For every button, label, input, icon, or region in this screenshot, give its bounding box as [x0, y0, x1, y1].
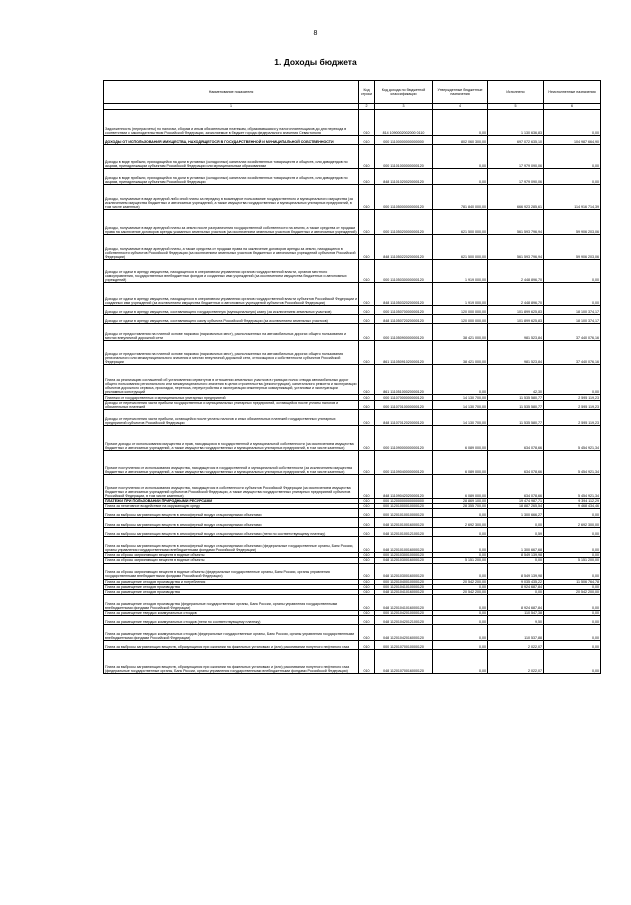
header-approved: Утвержденные бюджетные назначения	[433, 81, 488, 104]
row-line-code-cell: 010	[359, 579, 375, 584]
row-name-cell: ПЛАТЕЖИ ПРИ ПОЛЬЗОВАНИИ ПРИРОДНЫМИ РЕСУРСАМИ	[104, 499, 359, 504]
table-row	[104, 110, 601, 136]
row-line-code-cell: 010	[359, 528, 375, 537]
header-indicator-name: Наименование показателя	[104, 81, 359, 104]
row-executed-cell: 2 022,07	[488, 640, 544, 649]
row-approved-cell: 621 500 000,00	[433, 235, 488, 260]
row-name-cell: Прочие поступления от использования имущества, находящегося в государственной и муниципальной собственности (за исключением имущества бюджетных и автономных учреждений, а также имущества государственных и муниципальных унитарных предприятий, в том числе казенных)	[104, 451, 359, 475]
row-approved-cell: 28 869 100,00	[433, 499, 488, 504]
table-row	[104, 410, 601, 426]
row-unexecuted-cell: 0,00	[544, 283, 601, 306]
page-title: 1. Доходы бюджета	[274, 57, 357, 67]
table-row	[104, 649, 601, 673]
row-approved-cell: 0,00	[433, 624, 488, 640]
row-income-code-cell: 861 11105091020000120	[375, 341, 433, 365]
row-executed-cell: 8 549 139,98	[488, 553, 544, 558]
table-row	[104, 640, 601, 649]
row-approved-cell: 0,00	[433, 537, 488, 553]
table-row	[104, 185, 601, 210]
table-row	[104, 451, 601, 475]
row-approved-cell: 1 919 000,00	[433, 283, 488, 306]
row-unexecuted-cell: 11 506 764,78	[544, 579, 601, 584]
row-income-code-cell: 848 11107012020000120	[375, 410, 433, 426]
header-executed: Исполнено	[488, 81, 544, 104]
row-name-cell: Плата за размещение твердых коммунальных отходов	[104, 610, 359, 615]
row-line-code-cell: 010	[359, 283, 375, 306]
row-approved-cell: 0,00	[433, 584, 488, 589]
row-income-code-cell: 000 11201000010000120	[375, 504, 433, 509]
table-row	[104, 518, 601, 528]
row-executed-cell: 0,00	[488, 589, 544, 594]
row-income-code-cell: 000 11109000000000120	[375, 426, 433, 451]
row-unexecuted-cell: 20 542 200,00	[544, 589, 601, 594]
row-name-cell: Плата за размещение отходов производства	[104, 584, 359, 589]
row-executed-cell: 634 078,66	[488, 475, 544, 499]
row-approved-cell: 14 130 700,00	[433, 410, 488, 426]
row-unexecuted-cell: 5 454 921,34	[544, 426, 601, 451]
row-unexecuted-cell: 104 987 664,90	[544, 136, 601, 145]
row-name-cell: Доходы в виде прибыли, приходящейся на доли в уставных (складочных) капиталах хозяйственных товариществ и обществ, или дивидендов по акциям, принадлежащим субъектам Российской Федерации или муниципальным образованиям	[104, 145, 359, 169]
row-approved-cell: 0,00	[433, 528, 488, 537]
row-unexecuted-cell: 0,00	[544, 365, 601, 395]
row-income-code-cell: 000 11101000000000120	[375, 145, 433, 169]
table-row	[104, 365, 601, 395]
row-unexecuted-cell: 59 906 203,06	[544, 210, 601, 235]
row-income-code-cell: 048 11201070016000120	[375, 649, 433, 673]
row-executed-cell: 561 593 796,94	[488, 235, 544, 260]
row-income-code-cell: 000 11201010010000120	[375, 509, 433, 518]
row-approved-cell: 0,00	[433, 640, 488, 649]
table-row	[104, 283, 601, 306]
row-name-cell: Плата за размещение твердых коммунальных отходов (пени по соответствующему платежу)	[104, 615, 359, 624]
row-unexecuted-cell: 2 595 119,23	[544, 395, 601, 401]
row-unexecuted-cell: 0,00	[544, 624, 601, 640]
row-income-code-cell: 048 11201041016000120	[375, 589, 433, 594]
row-executed-cell: 9 035 435,22	[488, 579, 544, 584]
row-executed-cell: 110 547,38	[488, 610, 544, 615]
row-line-code-cell: 010	[359, 499, 375, 504]
row-executed-cell: 11 535 580,77	[488, 395, 544, 401]
row-executed-cell: 1 130 636,83	[488, 110, 544, 136]
table-row	[104, 475, 601, 499]
row-line-code-cell: 010	[359, 615, 375, 624]
row-line-code-cell: 010	[359, 365, 375, 395]
row-line-code-cell: 010	[359, 624, 375, 640]
row-unexecuted-cell: 18 100 374,17	[544, 306, 601, 315]
row-line-code-cell: 010	[359, 504, 375, 509]
row-unexecuted-cell: 37 440 076,16	[544, 324, 601, 341]
row-approved-cell: 781 840 000,00	[433, 185, 488, 210]
row-approved-cell: 20 542 200,00	[433, 589, 488, 594]
row-approved-cell: 38 421 000,00	[433, 341, 488, 365]
table-row	[104, 401, 601, 410]
table-row	[104, 136, 601, 145]
row-income-code-cell: 048 11201010016000120	[375, 518, 433, 528]
row-approved-cell: 6 089 000,00	[433, 426, 488, 451]
row-name-cell: Плата за сбросы загрязняющих веществ в водные объекты (федеральные государственные органы, Банк России, органы управления государственными внебюджетными фондами Российской Федерации)	[104, 563, 359, 579]
row-line-code-cell: 010	[359, 306, 375, 315]
row-approved-cell: 28 355 700,00	[433, 504, 488, 509]
row-line-code-cell: 010	[359, 145, 375, 169]
row-approved-cell: 0,00	[433, 649, 488, 673]
row-executed-cell: 8 549 139,98	[488, 563, 544, 579]
row-approved-cell: 0,00	[433, 563, 488, 579]
row-name-cell: Плата за реализацию соглашений об установлении сервитутов в отношении земельных участков в границах полос отвода автомобильных дорог общего пользования регионального или межмуниципального значения в целях строительства (реконструкции), капитального ремонта и эксплуатации объектов дорожного сервиса, прокладки, переноса, переустройства и эксплуатации инженерных коммуникаций, установки и эксплуатации рекламных конструкций	[104, 365, 359, 395]
table-row	[104, 426, 601, 451]
row-income-code-cell: 000 11105070000000120	[375, 306, 433, 315]
table-row	[104, 537, 601, 553]
row-income-code-cell: 000 11201030010000120	[375, 553, 433, 558]
row-line-code-cell: 010	[359, 426, 375, 451]
row-line-code-cell: 010	[359, 610, 375, 615]
row-line-code-cell: 010	[359, 324, 375, 341]
row-line-code-cell: 010	[359, 341, 375, 365]
row-income-code-cell: 000 11107010000000120	[375, 401, 433, 410]
column-number: 2	[359, 104, 375, 110]
row-line-code-cell: 010	[359, 649, 375, 673]
row-executed-cell: 9,50	[488, 615, 544, 624]
column-number: 4	[433, 104, 488, 110]
row-executed-cell: 0,00	[488, 558, 544, 563]
row-approved-cell: 0,00	[433, 169, 488, 185]
row-name-cell: Доходы от перечисления части прибыли государственных и муниципальных унитарных предприятий, остающейся после уплаты налогов и обязательных платежей	[104, 401, 359, 410]
row-line-code-cell: 010	[359, 640, 375, 649]
row-approved-cell: 5 151 200,00	[433, 558, 488, 563]
row-executed-cell: 11 535 580,77	[488, 401, 544, 410]
row-executed-cell: 561 593 796,94	[488, 210, 544, 235]
row-executed-cell: 2 448 896,70	[488, 283, 544, 306]
row-line-code-cell: 010	[359, 136, 375, 145]
row-income-code-cell: 048 11201030016000120	[375, 558, 433, 563]
row-approved-cell: 120 000 000,00	[433, 315, 488, 324]
row-executed-cell: 17 979 090,06	[488, 145, 544, 169]
row-executed-cell: 110 537,88	[488, 624, 544, 640]
table-header-row	[104, 81, 601, 104]
row-name-cell: Плата за выбросы загрязняющих веществ, образующихся при сжигании на факельных установках и (или) рассеивании попутного нефтяного газа (федеральные государственные органы, Банк России, органы управления государственными внебюджетными фондами Российской Федерации)	[104, 649, 359, 673]
row-name-cell: Плата за размещение отходов производства	[104, 589, 359, 594]
row-name-cell: Задолженность (перерасчеты) по налогам, сборам и иным обязательным платежам, образовавшаяся у налогоплательщиков до дня перехода в соответствии с законодательством Российской Федерации, зачисляемые в бюджет города федерального значения Севастополя	[104, 110, 359, 136]
table-row	[104, 145, 601, 169]
row-name-cell: ДОХОДЫ ОТ ИСПОЛЬЗОВАНИЯ ИМУЩЕСТВА, НАХОДЯЩЕГОСЯ В ГОСУДАРСТВЕННОЙ И МУНИЦИПАЛЬНОЙ СОБСТВЕННОСТИ	[104, 136, 359, 145]
row-line-code-cell: 010	[359, 558, 375, 563]
row-income-code-cell: 048 11201030016000120	[375, 563, 433, 579]
row-income-code-cell: 000 11105030000000120	[375, 260, 433, 283]
row-executed-cell: 101 899 625,83	[488, 306, 544, 315]
row-name-cell: Доходы, получаемые в виде арендной либо иной платы за передачу в возмездное пользование государственного и муниципального имущества (за исключением имущества бюджетных и автономных учреждений, а также имущества государственных и муниципальных унитарных предприятий, в том числе казенных)	[104, 185, 359, 210]
row-approved-cell: 0,00	[433, 610, 488, 615]
row-approved-cell: 120 000 000,00	[433, 306, 488, 315]
column-number: 3	[375, 104, 433, 110]
row-name-cell: Плата за негативное воздействие на окружающую среду	[104, 504, 359, 509]
row-line-code-cell: 010	[359, 594, 375, 610]
row-line-code-cell: 010	[359, 475, 375, 499]
row-name-cell: Платежи от государственных и муниципальных унитарных предприятий	[104, 395, 359, 401]
row-unexecuted-cell: 18 100 374,17	[544, 315, 601, 324]
row-line-code-cell: 010	[359, 584, 375, 589]
table-row	[104, 563, 601, 579]
row-line-code-cell: 010	[359, 401, 375, 410]
row-name-cell: Доходы от предоставления на платной основе парковок (парковочных мест), расположенных на автомобильных дорогах общего пользования регионального или межмуниципального значения и местах внеуличной дорожной сети, относящихся к собственности субъектов Российской Федерации	[104, 341, 359, 365]
row-income-code-cell: 048 11201010016000120	[375, 537, 433, 553]
row-approved-cell: 38 421 000,00	[433, 324, 488, 341]
row-income-code-cell: 000 11201040010000120	[375, 579, 433, 584]
row-name-cell: Плата за выбросы загрязняющих веществ в атмосферный воздух стационарными объектами	[104, 518, 359, 528]
row-unexecuted-cell: 2 595 119,23	[544, 410, 601, 426]
row-name-cell: Плата за сбросы загрязняющих веществ в водные объекты	[104, 553, 359, 558]
row-line-code-cell: 010	[359, 169, 375, 185]
row-executed-cell: 697 072 635,10	[488, 136, 544, 145]
row-unexecuted-cell: 0,00	[544, 610, 601, 615]
row-line-code-cell: 010	[359, 410, 375, 426]
row-name-cell: Доходы от предоставления на платной основе парковок (парковочных мест), расположенных на автомобильных дорогах общего пользования и местах внеуличной дорожной сети	[104, 324, 359, 341]
row-name-cell: Плата за сбросы загрязняющих веществ в водные объекты	[104, 558, 359, 563]
row-name-cell: Доходы от сдачи в аренду имущества, находящегося в оперативном управлении органов государственной власти, органов местного самоуправления, государственных внебюджетных фондов и созданных ими учреждений (за исключением имущества бюджетных и автономных учреждений)	[104, 260, 359, 283]
table-row	[104, 615, 601, 624]
table-row	[104, 235, 601, 260]
row-approved-cell: 2 692 300,00	[433, 518, 488, 528]
row-unexecuted-cell: 0,00	[544, 594, 601, 610]
row-income-code-cell: 048 11201041016000120	[375, 594, 433, 610]
row-approved-cell: 0,00	[433, 615, 488, 624]
row-income-code-cell: 848 11105022020000120	[375, 235, 433, 260]
row-line-code-cell: 010	[359, 395, 375, 401]
row-line-code-cell: 010	[359, 563, 375, 579]
row-income-code-cell: 000 11107000000000120	[375, 395, 433, 401]
row-unexecuted-cell: 0,00	[544, 640, 601, 649]
row-unexecuted-cell: 0,00	[544, 563, 601, 579]
row-unexecuted-cell: 0,00	[544, 584, 601, 589]
row-unexecuted-cell: 0,00	[544, 528, 601, 537]
row-approved-cell: 14 130 700,00	[433, 401, 488, 410]
row-name-cell: Плата за размещение отходов производства (федеральные государственные органы, Банк России, органы управления государственными внебюджетными фондами Российской Федерации)	[104, 594, 359, 610]
table-row	[104, 341, 601, 365]
row-executed-cell: 981 523,84	[488, 324, 544, 341]
row-approved-cell: 6 089 000,00	[433, 475, 488, 499]
header-income-code: Код дохода по бюджетной классификации	[375, 81, 433, 104]
row-approved-cell: 0,00	[433, 594, 488, 610]
row-approved-cell: 0,00	[433, 145, 488, 169]
row-name-cell: Доходы, получаемые в виде арендной платы за земли после разграничения государственной собственности на землю, а также средства от продажи права на заключение договоров аренды указанных земельных участков (за исключением земельных участков бюджетных и автономных учреждений)	[104, 210, 359, 235]
row-income-code-cell: 000 11201070010000120	[375, 640, 433, 649]
row-line-code-cell: 010	[359, 451, 375, 475]
table-row	[104, 169, 601, 185]
row-executed-cell: 19 474 987,71	[488, 499, 544, 504]
row-executed-cell: 634 078,66	[488, 451, 544, 475]
row-name-cell: Плата за размещение отходов производства и потребления	[104, 579, 359, 584]
row-income-code-cell: 000 11105000000000120	[375, 185, 433, 210]
row-income-code-cell: 848 11105072020000120	[375, 315, 433, 324]
row-executed-cell: 1 300 667,68	[488, 537, 544, 553]
row-line-code-cell: 010	[359, 260, 375, 283]
row-income-code-cell: 848 11109042020000120	[375, 475, 433, 499]
row-approved-cell: 0,00	[433, 365, 488, 395]
row-unexecuted-cell: 5 454 921,34	[544, 451, 601, 475]
row-unexecuted-cell: 0,00	[544, 260, 601, 283]
row-income-code-cell: 000 11201041010000120	[375, 584, 433, 589]
row-income-code-cell: 861 11105100020000120	[375, 365, 433, 395]
row-unexecuted-cell: 114 916 714,39	[544, 185, 601, 210]
row-line-code-cell: 010	[359, 518, 375, 528]
row-line-code-cell: 010	[359, 315, 375, 324]
row-executed-cell: 981 523,84	[488, 341, 544, 365]
row-income-code-cell: 048 11201042012100120	[375, 615, 433, 624]
row-unexecuted-cell: 5 151 200,00	[544, 558, 601, 563]
row-unexecuted-cell: 37 440 076,16	[544, 341, 601, 365]
row-name-cell: Доходы в виде прибыли, приходящейся на доли в уставных (складочных) капиталах хозяйственных товариществ и обществ, или дивидендов по акциям, принадлежащим субъектам Российской Федерации	[104, 169, 359, 185]
header-line-code: Код строки	[359, 81, 375, 104]
row-executed-cell: 18 887 265,54	[488, 504, 544, 509]
row-income-code-cell: 000 11105020000000120	[375, 210, 433, 235]
page-number: 8	[313, 30, 318, 37]
row-executed-cell: 8 924 687,84	[488, 594, 544, 610]
row-executed-cell: 2 022,07	[488, 649, 544, 673]
row-line-code-cell: 010	[359, 185, 375, 210]
row-income-code-cell: 048 11201042016000120	[375, 624, 433, 640]
row-income-code-cell: 048 11201010012100120	[375, 528, 433, 537]
row-line-code-cell: 010	[359, 553, 375, 558]
header-unexecuted: Неисполненные назначения	[544, 81, 601, 104]
row-executed-cell: 8 924 687,84	[488, 584, 544, 589]
table-row	[104, 624, 601, 640]
row-line-code-cell: 010	[359, 509, 375, 518]
row-name-cell: Плата за выбросы загрязняющих веществ в атмосферный воздух стационарными объектами	[104, 509, 359, 518]
row-unexecuted-cell: 0,00	[544, 145, 601, 169]
row-unexecuted-cell: 0,00	[544, 509, 601, 518]
row-unexecuted-cell: 0,00	[544, 537, 601, 553]
row-unexecuted-cell: 0,00	[544, 553, 601, 558]
table-row	[104, 528, 601, 537]
row-executed-cell: 666 923 285,61	[488, 185, 544, 210]
row-name-cell: Доходы от сдачи в аренду имущества, находящегося в оперативном управлении органов государственной власти субъектов Российской Федерации и созданных ими учреждений (за исключением имущества бюджетных и автономных учреждений субъектов Российской Федерации)	[104, 283, 359, 306]
row-executed-cell: 42,30	[488, 365, 544, 395]
row-unexecuted-cell: 0,00	[544, 110, 601, 136]
row-income-code-cell: 848 11105032020000120	[375, 283, 433, 306]
row-name-cell: Плата за выбросы загрязняющих веществ в атмосферный воздух стационарными объектами (федеральные государственные органы, Банк России, органы управления государственными внебюджетными фондами Российской Федерации)	[104, 537, 359, 553]
row-unexecuted-cell: 5 454 921,34	[544, 475, 601, 499]
row-unexecuted-cell: 0,00	[544, 615, 601, 624]
row-executed-cell: 2 448 896,70	[488, 260, 544, 283]
row-income-code-cell: 000 11105090000000120	[375, 324, 433, 341]
column-number: 1	[104, 104, 359, 110]
row-unexecuted-cell: 2 595 119,23	[544, 401, 601, 410]
row-executed-cell: 0,00	[488, 518, 544, 528]
column-number: 6	[544, 104, 601, 110]
row-line-code-cell: 010	[359, 235, 375, 260]
row-approved-cell: 14 130 700,00	[433, 395, 488, 401]
row-income-code-cell: 814 1090002002000 0110	[375, 110, 433, 136]
row-approved-cell: 0,00	[433, 509, 488, 518]
table-row	[104, 306, 601, 315]
row-approved-cell: 6 089 000,00	[433, 451, 488, 475]
row-approved-cell: 621 500 000,00	[433, 210, 488, 235]
row-income-code-cell: 848 11101020020000120	[375, 169, 433, 185]
row-name-cell: Плата за выбросы загрязняющих веществ, образующихся при сжигании на факельных установках и (или) рассеивании попутного нефтяного газа	[104, 640, 359, 649]
row-line-code-cell: 010	[359, 110, 375, 136]
table-row	[104, 210, 601, 235]
row-name-cell: Прочие доходы от использования имущества и прав, находящихся в государственной и муниципальной собственности (за исключением имущества бюджетных и автономных учреждений, а также имущества государственных и муниципальных унитарных предприятий, в том числе казенных)	[104, 426, 359, 451]
row-line-code-cell: 010	[359, 537, 375, 553]
row-name-cell: Доходы от перечисления части прибыли, остающейся после уплаты налогов и иных обязательных платежей государственных унитарных предприятий субъектов Российской Федерации	[104, 410, 359, 426]
table-row	[104, 260, 601, 283]
row-line-code-cell: 010	[359, 210, 375, 235]
row-executed-cell: 11 535 580,77	[488, 410, 544, 426]
row-executed-cell: 634 078,66	[488, 426, 544, 451]
row-approved-cell: 20 542 200,00	[433, 579, 488, 584]
budget-income-table	[103, 80, 601, 674]
row-unexecuted-cell: 9 394 112,29	[544, 499, 601, 504]
row-income-code-cell: 000 11109040000000120	[375, 451, 433, 475]
row-line-code-cell: 010	[359, 589, 375, 594]
table-row	[104, 509, 601, 518]
table-row	[104, 594, 601, 610]
row-executed-cell: 17 979 090,06	[488, 169, 544, 185]
row-unexecuted-cell: 0,00	[544, 649, 601, 673]
row-unexecuted-cell: 2 692 300,00	[544, 518, 601, 528]
row-unexecuted-cell: 9 468 434,46	[544, 504, 601, 509]
row-name-cell: Доходы от сдачи в аренду имущества, составляющего государственную (муниципальную) казну (за исключением земельных участков)	[104, 306, 359, 315]
row-income-code-cell: 000 11100000000000000	[375, 136, 433, 145]
row-income-code-cell: 000 11201042010000120	[375, 610, 433, 615]
table-row	[104, 315, 601, 324]
column-number: 5	[488, 104, 544, 110]
row-unexecuted-cell: 59 906 203,06	[544, 235, 601, 260]
row-approved-cell: 802 060 300,00	[433, 136, 488, 145]
row-income-code-cell: 000 11200000000000000	[375, 499, 433, 504]
row-name-cell: Прочие поступления от использования имущества, находящегося в собственности субъектов Российской Федерации (за исключением имущества бюджетных и автономных учреждений субъектов Российской Федерации, а также имущества государственных унитарных предприятий субъектов Российской Федерации, в том числе казенных)	[104, 475, 359, 499]
row-approved-cell: 0,00	[433, 110, 488, 136]
row-name-cell: Доходы от сдачи в аренду имущества, составляющего казну субъекта Российской Федерации (за исключением земельных участков)	[104, 315, 359, 324]
row-unexecuted-cell: 0,00	[544, 169, 601, 185]
row-name-cell: Плата за размещение твердых коммунальных отходов (федеральные государственные органы, Банк России, органы управления государственными внебюджетными фондами Российской Федерации)	[104, 624, 359, 640]
row-executed-cell: 101 899 625,83	[488, 315, 544, 324]
row-executed-cell: 0,59	[488, 528, 544, 537]
row-name-cell: Плата за выбросы загрязняющих веществ в атмосферный воздух стационарными объектами (пени по соответствующему платежу)	[104, 528, 359, 537]
row-approved-cell: 0,00	[433, 553, 488, 558]
table-row	[104, 324, 601, 341]
row-name-cell: Доходы, получаемые в виде арендной платы, а также средства от продажи права на заключение договоров аренды за земли, находящиеся в собственности субъектов Российской Федерации (за исключением земельных участков бюджетных и автономных учреждений субъектов Российской Федерации)	[104, 235, 359, 260]
row-executed-cell: 1 300 666,27	[488, 509, 544, 518]
row-approved-cell: 1 919 000,00	[433, 260, 488, 283]
